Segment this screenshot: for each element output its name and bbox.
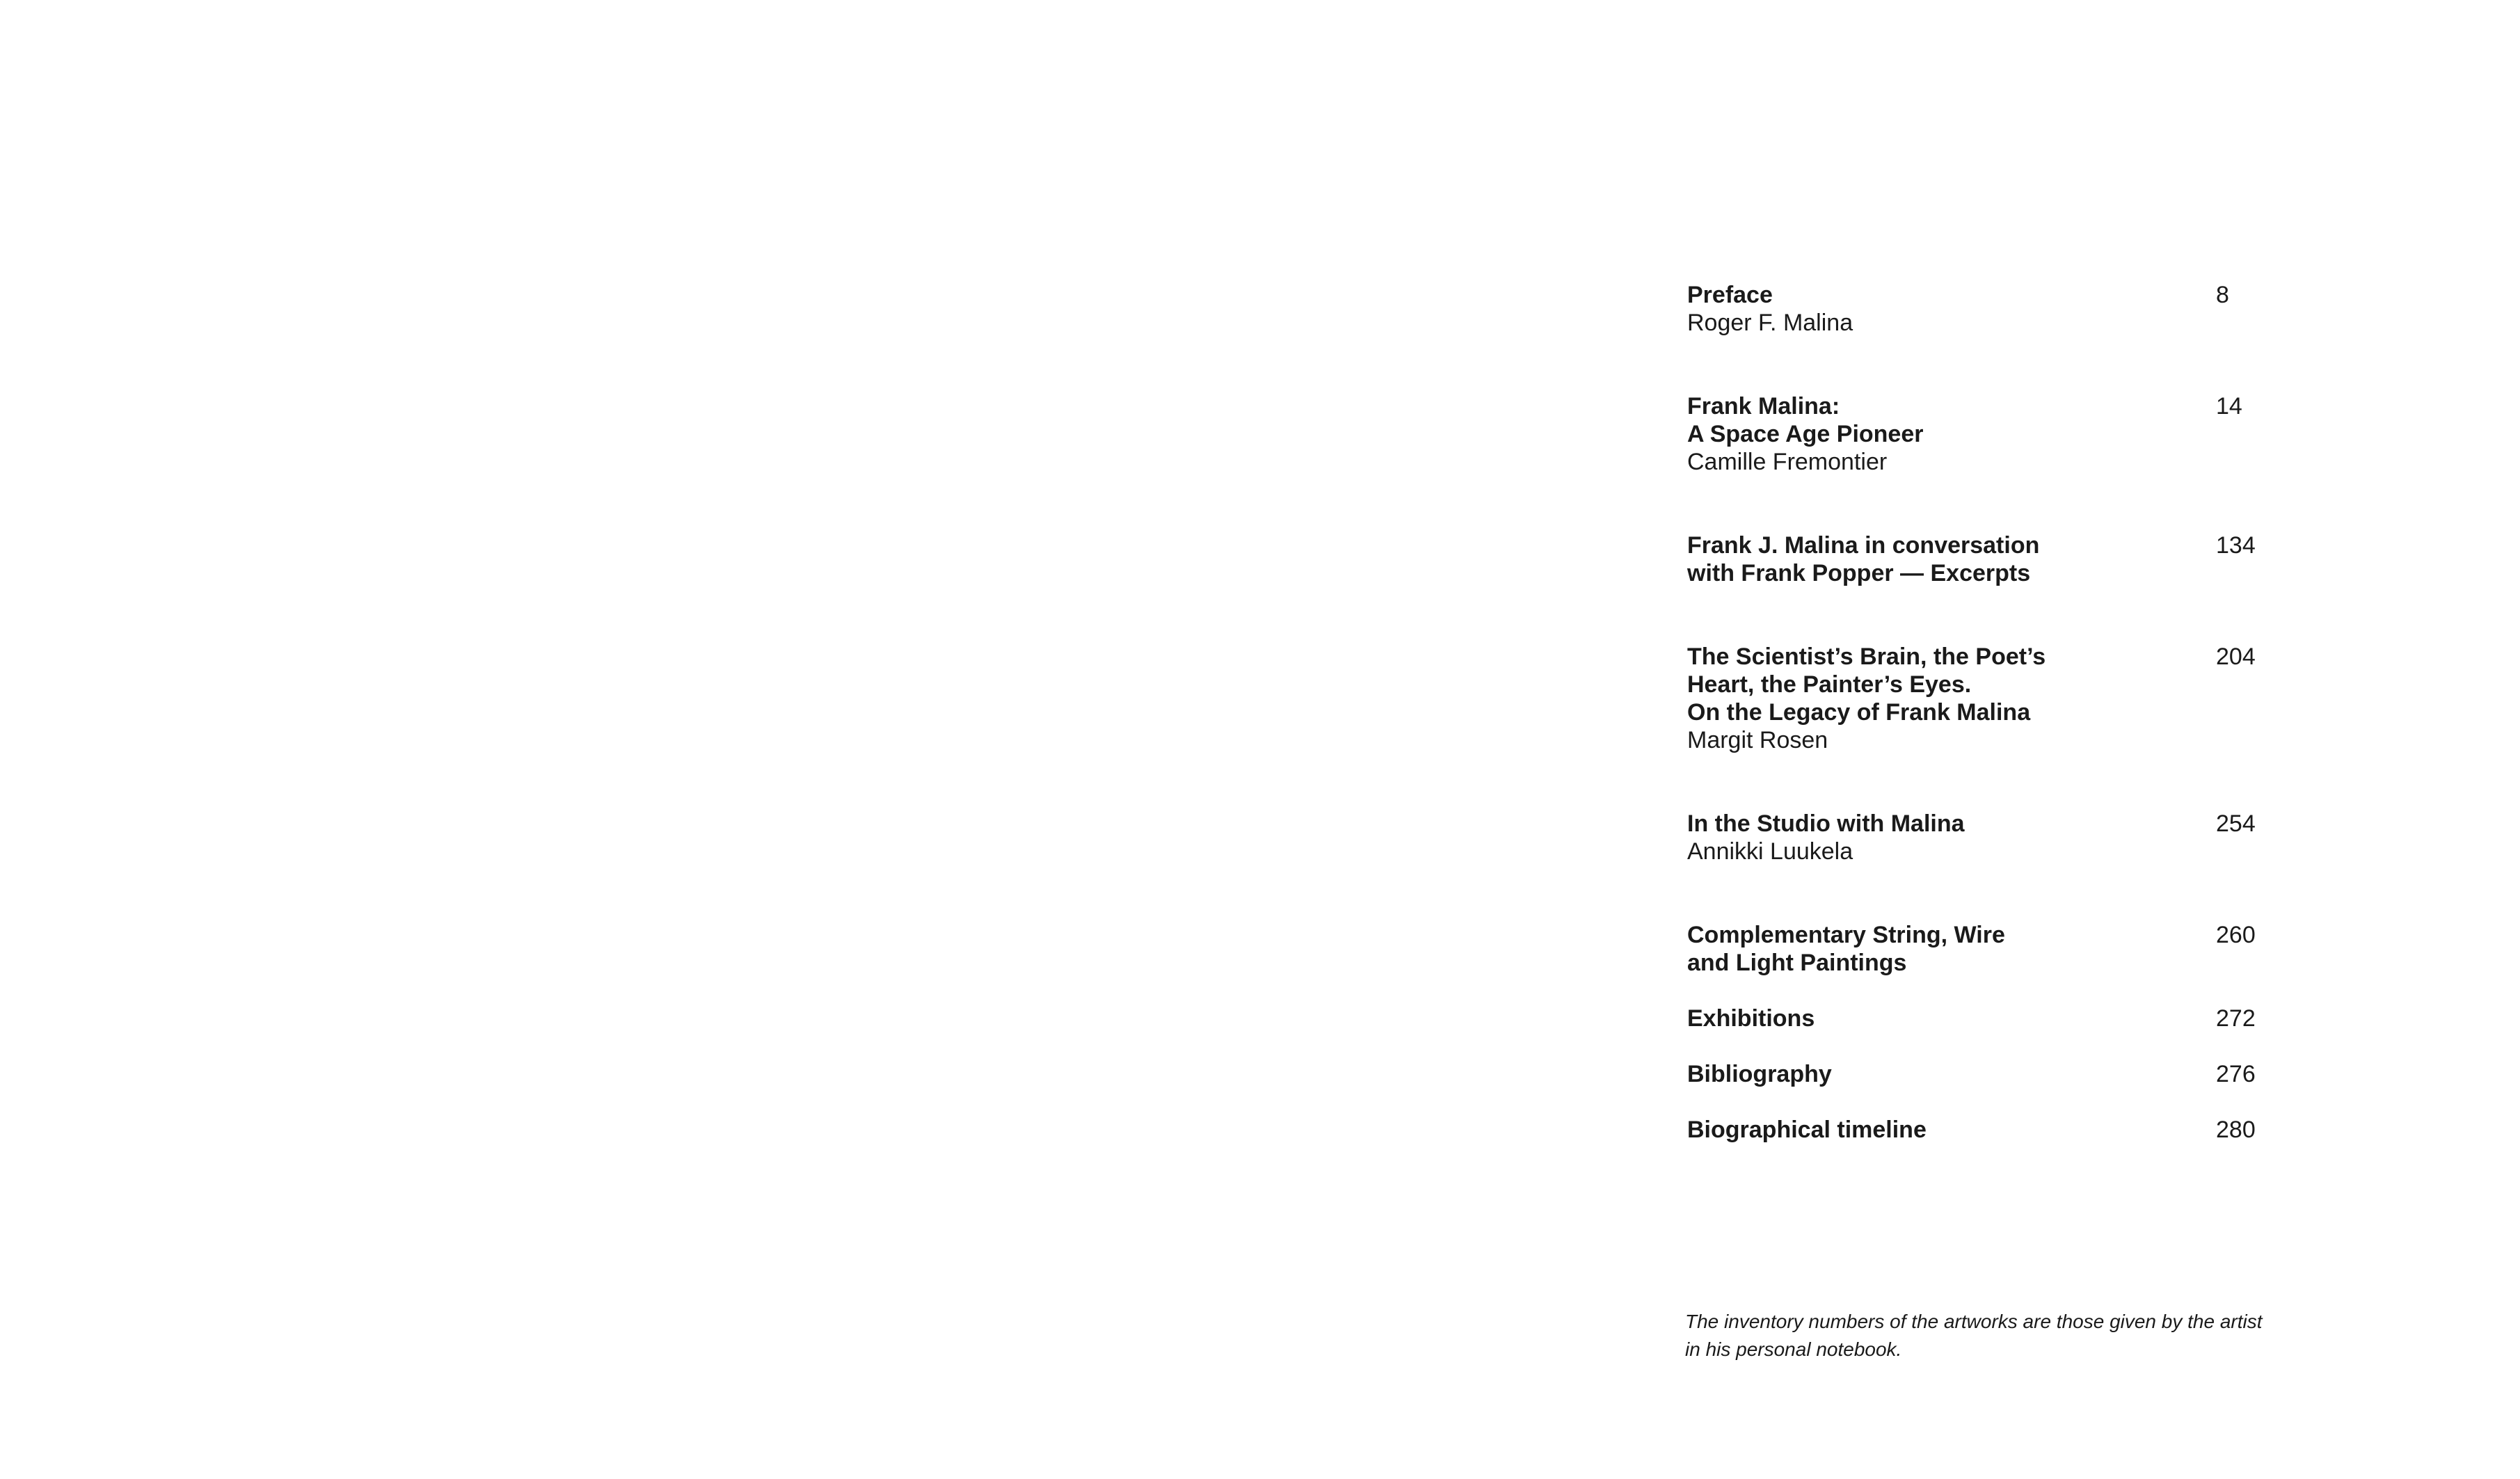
toc-page-number: 276 — [2216, 1061, 2256, 1087]
toc-entry-author: Margit Rosen — [1687, 727, 1828, 753]
toc-page-number: 254 — [2216, 810, 2256, 837]
toc-page-number: 272 — [2216, 1005, 2256, 1032]
toc-entry-studio[interactable] — [1687, 810, 2272, 865]
toc-entry-string-wire-light[interactable] — [1687, 921, 2272, 977]
toc-page-number: 8 — [2216, 282, 2229, 308]
toc-entry-title: In the Studio with Malina — [1687, 810, 1965, 837]
toc-entry-author: Annikki Luukela — [1687, 838, 1853, 865]
toc-entry-scientists-brain[interactable] — [1687, 643, 2272, 754]
toc-page-number: 280 — [2216, 1117, 2256, 1143]
toc-entry-text — [1687, 1116, 2174, 1144]
toc-entry-title: with Frank Popper — Excerpts — [1687, 560, 2031, 586]
toc-page-number: 204 — [2216, 643, 2256, 670]
toc-entry-title: Complementary String, Wire — [1687, 922, 2005, 948]
toc-entry-text — [1687, 531, 2174, 587]
toc-entry-text — [1687, 643, 2174, 754]
toc-entry-conversation[interactable] — [1687, 531, 2272, 587]
toc-entry-title: Frank Malina: — [1687, 393, 1840, 419]
toc-entry-title: Bibliography — [1687, 1061, 1832, 1087]
toc-entry-title: Frank J. Malina in conversation — [1687, 532, 2040, 559]
toc-entry-text — [1687, 392, 2174, 476]
toc-entry-text — [1687, 1005, 2174, 1032]
toc-entry-title: A Space Age Pioneer — [1687, 421, 1924, 447]
toc-page-number: 134 — [2216, 532, 2256, 559]
toc-page-number: 14 — [2216, 393, 2242, 419]
toc-entry-text — [1687, 810, 2174, 865]
toc-page-number: 260 — [2216, 922, 2256, 948]
toc-entry-title: Biographical timeline — [1687, 1117, 1927, 1143]
toc-entry-preface[interactable] — [1687, 281, 2272, 337]
toc-entry-title: On the Legacy of Frank Malina — [1687, 699, 2031, 726]
toc-entry-text — [1687, 921, 2174, 977]
toc-entry-exhibitions[interactable] — [1687, 1005, 2272, 1032]
toc-entry-title: Preface — [1687, 282, 1773, 308]
footnote-line: The inventory numbers of the artworks are those given by the artist — [1685, 1311, 2263, 1332]
toc-entry-bibliography[interactable] — [1687, 1060, 2272, 1088]
toc-entry-title: and Light Paintings — [1687, 950, 1907, 976]
table-of-contents — [1687, 281, 2272, 1144]
toc-entry-title: Exhibitions — [1687, 1005, 1815, 1032]
inventory-footnote — [1685, 1308, 2283, 1364]
toc-entry-title: Heart, the Painter’s Eyes. — [1687, 671, 1972, 698]
toc-entry-biographical-timeline[interactable] — [1687, 1116, 2272, 1144]
toc-entry-space-age-pioneer[interactable] — [1687, 392, 2272, 476]
toc-entry-author: Roger F. Malina — [1687, 310, 1853, 336]
toc-entry-title: The Scientist’s Brain, the Poet’s — [1687, 643, 2046, 670]
footnote-line: in his personal notebook. — [1685, 1338, 1902, 1360]
toc-entry-text — [1687, 281, 2174, 337]
toc-entry-author: Camille Fremontier — [1687, 449, 1888, 475]
toc-entry-text — [1687, 1060, 2174, 1088]
